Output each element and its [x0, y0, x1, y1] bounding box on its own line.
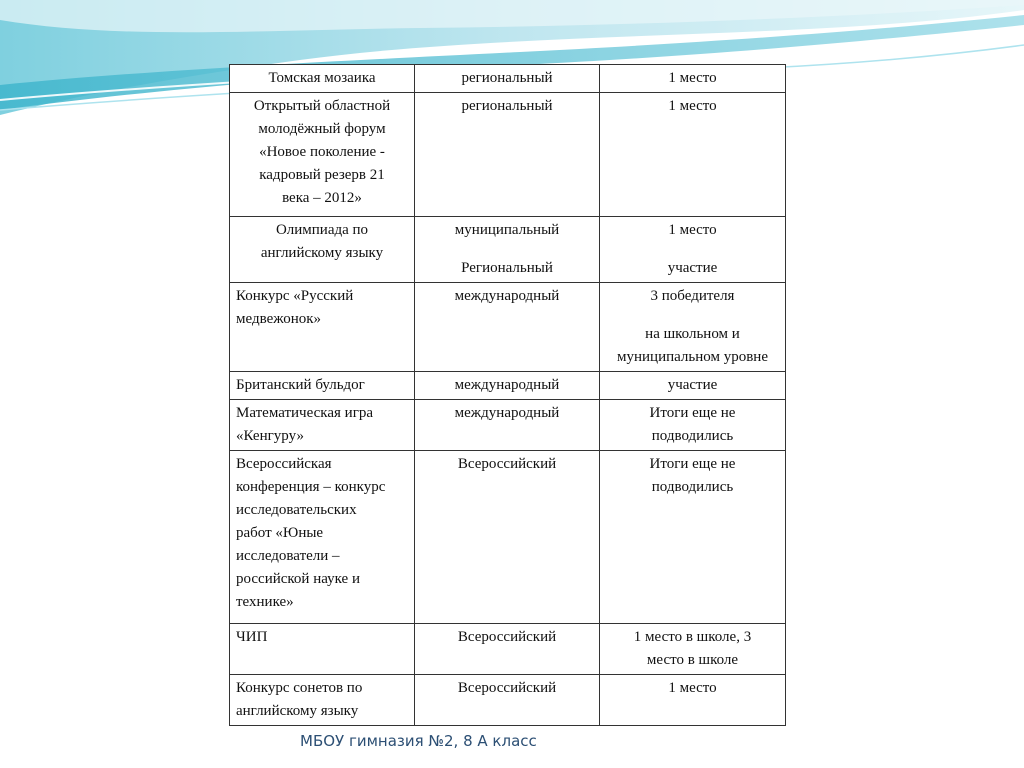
competition-name-cell: [230, 400, 415, 451]
result-cell: [600, 65, 786, 93]
cell-text-line: английскому языку: [236, 703, 359, 719]
competition-name-cell: [230, 93, 415, 217]
cell-text-line: Всероссийская: [236, 456, 332, 472]
cell-text-line: английскому языку: [260, 245, 384, 261]
cell-text-line: Математическая игра: [236, 405, 373, 421]
cell-text-line: молодёжный форум: [258, 121, 386, 137]
table-row: [230, 372, 786, 400]
cell-text-line: Всероссийский: [457, 680, 557, 696]
cell-text-line: Конкурс сонетов по: [236, 680, 363, 696]
cell-text-line: муниципальный: [454, 222, 560, 238]
competition-name-cell: [230, 372, 415, 400]
result-cell: [600, 451, 786, 624]
cell-text-line: 3 победителя: [650, 288, 735, 304]
cell-text-line: участие: [667, 377, 718, 393]
cell-text-line: международный: [454, 288, 560, 304]
results-table: [229, 64, 786, 726]
cell-text-line: ЧИП: [236, 629, 268, 645]
table-row: [230, 93, 786, 217]
cell-text-line: подводились: [651, 479, 734, 495]
cell-text-line: участие: [667, 260, 718, 276]
cell-text-line: Всероссийский: [457, 456, 557, 472]
cell-text-line: работ «Юные: [236, 525, 324, 541]
table-row: [230, 624, 786, 675]
cell-text-line: подводились: [651, 428, 734, 444]
cell-text-line: Томская мозаика: [268, 70, 376, 86]
results-table-body: [230, 65, 786, 726]
cell-text-line: 1 место: [668, 70, 717, 86]
cell-text-line: технике»: [236, 594, 294, 610]
cell-text-line: «Новое поколение -: [259, 144, 385, 160]
cell-text-line: российской науке и: [236, 571, 360, 587]
level-cell: [415, 451, 600, 624]
result-cell: [600, 372, 786, 400]
table-row: [230, 400, 786, 451]
cell-spacer: [606, 308, 779, 323]
level-cell: [415, 400, 600, 451]
cell-text-line: Британский бульдог: [236, 377, 365, 393]
cell-text-line: исследователи –: [236, 548, 340, 564]
competition-name-cell: [230, 675, 415, 726]
result-cell: [600, 283, 786, 372]
table-row: [230, 65, 786, 93]
cell-text-line: на школьном и: [645, 326, 740, 342]
cell-text-line: Итоги еще не: [649, 456, 736, 472]
table-row: [230, 675, 786, 726]
level-cell: [415, 372, 600, 400]
cell-text-line: муниципальном уровне: [617, 349, 768, 365]
level-cell: [415, 217, 600, 283]
cell-spacer: [606, 242, 779, 257]
cell-text-line: региональный: [461, 70, 553, 86]
level-cell: [415, 283, 600, 372]
cell-text-line: международный: [454, 377, 560, 393]
cell-text-line: века – 2012»: [282, 190, 362, 206]
cell-text-line: Итоги еще не: [649, 405, 736, 421]
level-cell: [415, 624, 600, 675]
cell-text-line: «Кенгуру»: [236, 428, 304, 444]
competition-name-cell: [230, 283, 415, 372]
cell-text-line: кадровый резерв 21: [259, 167, 385, 183]
cell-text-line: исследовательских: [236, 502, 357, 518]
cell-text-line: Региональный: [461, 260, 553, 276]
cell-text-line: международный: [454, 405, 560, 421]
cell-text-line: Олимпиада по: [275, 222, 369, 238]
cell-text-line: конференция – конкурс: [236, 479, 386, 495]
cell-text-line: Всероссийский: [457, 629, 557, 645]
cell-text-line: 1 место: [668, 680, 717, 696]
level-cell: [415, 93, 600, 217]
cell-text-line: 1 место: [668, 98, 717, 114]
table-row: [230, 451, 786, 624]
cell-text-line: место в школе: [646, 652, 739, 668]
cell-text-line: 1 место в школе, 3: [633, 629, 752, 645]
cell-text-line: 1 место: [668, 222, 717, 238]
level-cell: [415, 65, 600, 93]
competition-name-cell: [230, 65, 415, 93]
cell-text-line: медвежонок»: [236, 311, 322, 327]
result-cell: [600, 675, 786, 726]
result-cell: [600, 624, 786, 675]
cell-text-line: Конкурс «Русский: [236, 288, 354, 304]
competition-name-cell: [230, 217, 415, 283]
table-row: [230, 217, 786, 283]
result-cell: [600, 400, 786, 451]
result-cell: [600, 217, 786, 283]
competition-name-cell: [230, 451, 415, 624]
table-row: [230, 283, 786, 372]
competition-name-cell: [230, 624, 415, 675]
cell-text-line: региональный: [461, 98, 553, 114]
result-cell: [600, 93, 786, 217]
level-cell: [415, 675, 600, 726]
footer-school-label: МБОУ гимназия №2, 8 А класс: [300, 732, 537, 750]
cell-spacer: [421, 242, 593, 257]
cell-text-line: Открытый областной: [253, 98, 391, 114]
